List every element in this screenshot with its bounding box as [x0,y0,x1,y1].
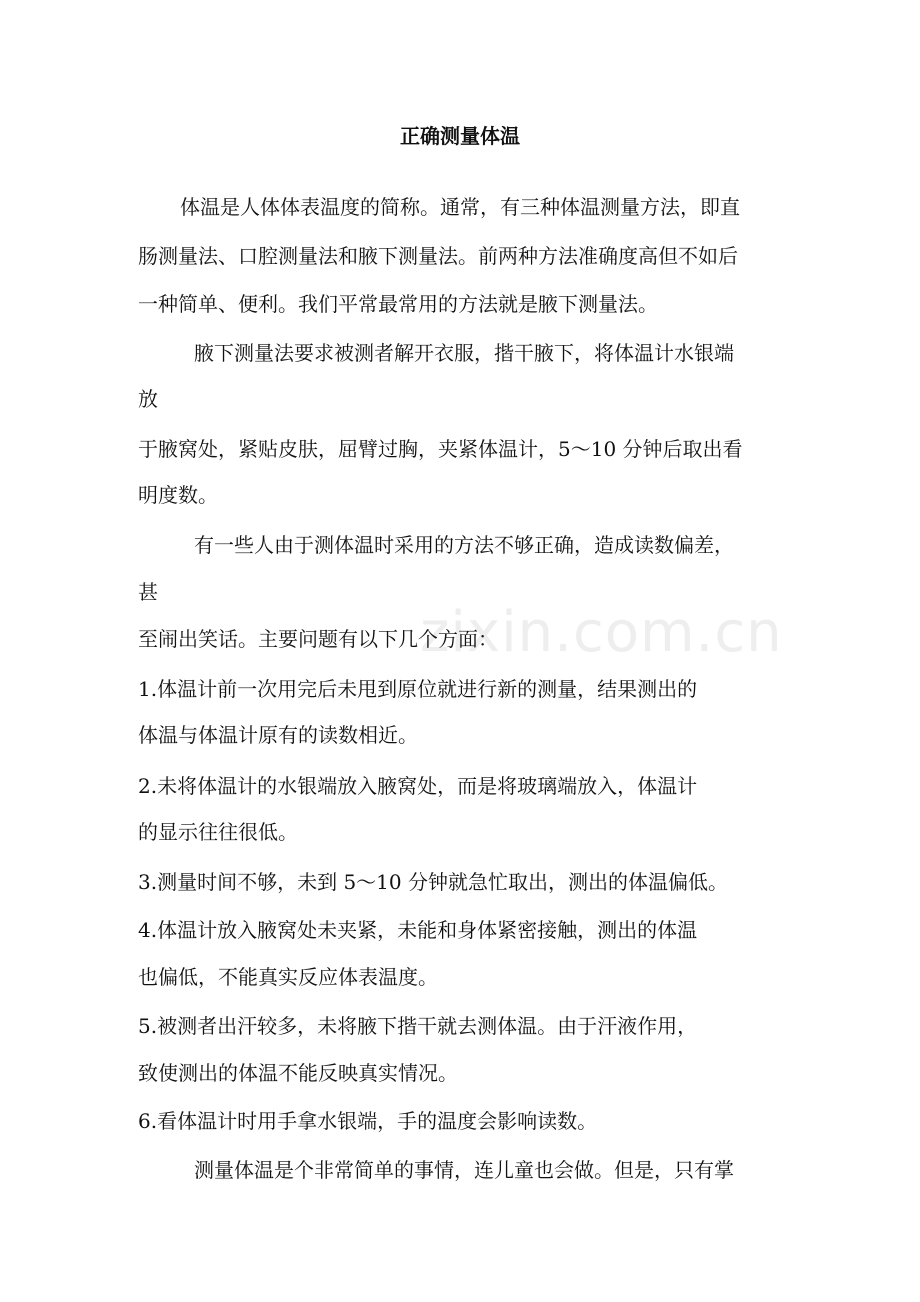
paragraph-line: 腋下测量法要求被测者解开衣服，揩干腋下，将体温计水银端 [194,341,734,365]
watermark: zixin.com.cn [420,600,783,665]
paragraph-line: 明度数。 [138,483,218,507]
list-item: 2.未将体温计的水银端放入腋窝处，而是将玻璃端放入，体温计 [138,774,698,798]
list-item: 1.体温计前一次用完后未甩到原位就进行新的测量，结果测出的 [138,677,698,701]
paragraph-line: 甚 [138,580,158,604]
list-item: 6.看体温计时用手拿水银端，手的温度会影响读数。 [138,1109,598,1133]
list-item-continuation: 也偏低，不能真实反应体表温度。 [138,965,438,989]
paragraph-line: 肠测量法、口腔测量法和腋下测量法。前两种方法准确度高但不如后 [138,244,738,268]
paragraph-line: 测量体温是个非常简单的事情，连儿童也会做。但是，只有掌 [194,1158,734,1182]
paragraph-line: 至闹出笑话。主要问题有以下几个方面： [138,627,498,651]
list-item-continuation: 致使测出的体温不能反映真实情况。 [138,1061,458,1085]
list-item-continuation: 的显示往往很低。 [138,820,298,844]
paragraph-line: 体温是人体体表温度的简称。通常，有三种体温测量方法，即直 [180,195,740,219]
paragraph-line: 于腋窝处，紧贴皮肤，屈臂过胸，夹紧体温计，5～10 分钟后取出看 [138,437,743,461]
list-item-continuation: 体温与体温计原有的读数相近。 [138,723,418,747]
list-item: 5.被测者出汗较多，未将腋下揩干就去测体温。由于汗液作用， [138,1014,698,1038]
document-title: 正确测量体温 [400,124,520,148]
paragraph-line: 放 [138,387,158,411]
paragraph-line: 一种简单、便利。我们平常最常用的方法就是腋下测量法。 [138,292,658,316]
list-item: 3.测量时间不够，未到 5～10 分钟就急忙取出，测出的体温偏低。 [138,870,728,894]
list-item: 4.体温计放入腋窝处未夹紧，未能和身体紧密接触，测出的体温 [138,918,698,942]
paragraph-line: 有一些人由于测体温时采用的方法不够正确，造成读数偏差， [194,533,734,557]
